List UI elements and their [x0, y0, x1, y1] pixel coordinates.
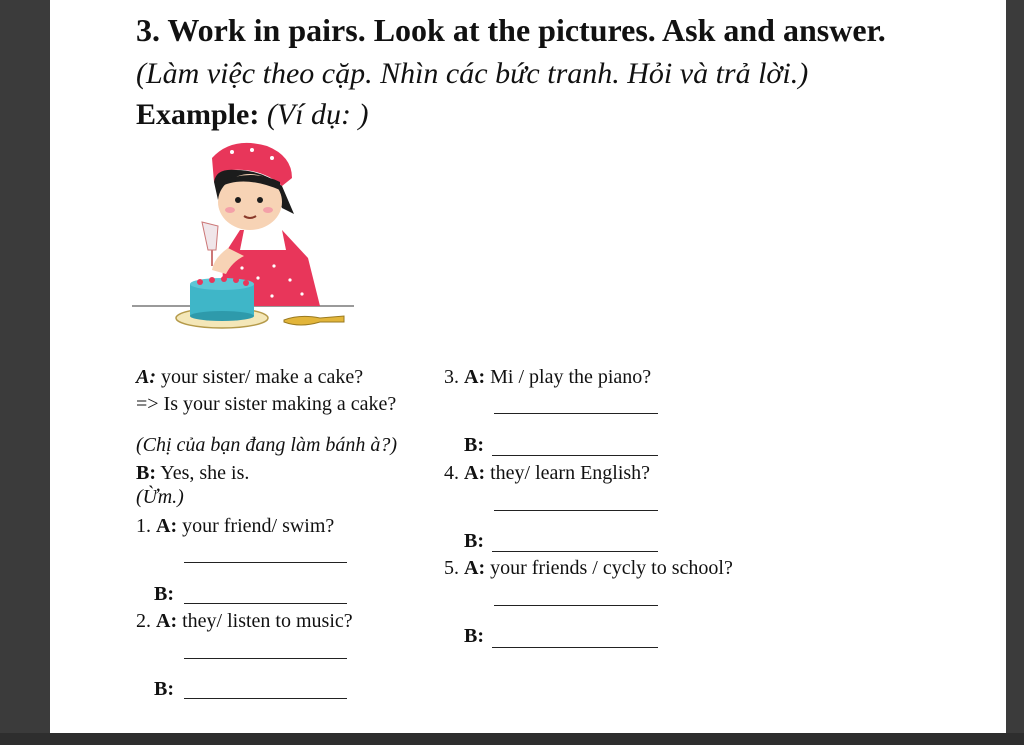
item-4-a-label: A:	[464, 462, 486, 484]
example-translation: (Ví dụ: )	[266, 98, 369, 131]
item-4-num: 4.	[444, 462, 459, 484]
example-heading	[136, 98, 368, 132]
viewer-left-frame	[0, 0, 50, 745]
item-1-a-label: A:	[156, 515, 178, 537]
girl-decorating-cake-icon	[132, 138, 354, 338]
item-3-num: 3.	[444, 366, 459, 388]
item-1-b-blank[interactable]	[184, 603, 347, 604]
document-page	[50, 0, 1006, 733]
item-2-b-label	[154, 678, 174, 701]
item-4-question	[444, 462, 650, 485]
item-2-a-label: A:	[156, 610, 178, 632]
item-4-text: they/ learn English?	[485, 462, 651, 484]
item-5-b-text: B:	[464, 625, 484, 647]
item-5-b-label	[464, 625, 484, 648]
item-3-answer-blank[interactable]	[494, 413, 658, 414]
example-answer: => Is your sister making a cake?	[136, 393, 397, 415]
item-5-a-label: A:	[464, 557, 486, 579]
item-4-b-label	[464, 530, 484, 553]
viewer-right-frame	[1006, 0, 1024, 745]
example-a-text: your sister/ make a cake?	[156, 366, 364, 388]
item-5-answer-blank[interactable]	[494, 605, 658, 606]
item-1-b-label	[154, 583, 174, 606]
item-4-b-text: B:	[464, 530, 484, 552]
item-3-text: Mi / play the piano?	[485, 366, 652, 388]
exercise-subtitle: (Làm việc theo cặp. Nhìn các bức tranh. Hỏi và trả lời.)	[136, 57, 809, 90]
example-question	[136, 366, 363, 389]
item-4-answer-blank[interactable]	[494, 510, 658, 511]
item-1-question	[136, 515, 334, 538]
viewer-bottom-bar	[0, 733, 1024, 745]
item-2-num: 2.	[136, 610, 151, 632]
item-1-b-text: B:	[154, 583, 174, 605]
example-b-translation: (Ừm.)	[136, 486, 184, 508]
item-1-answer-blank[interactable]	[184, 562, 347, 563]
example-b-text: Yes, she is.	[156, 462, 250, 484]
example-b-label: B:	[136, 462, 156, 484]
item-2-b-text: B:	[154, 678, 174, 700]
exercise-title: 3. Work in pairs. Look at the pictures. Ask and answer.	[136, 12, 886, 48]
example-label: Example:	[136, 98, 260, 131]
item-2-b-blank[interactable]	[184, 698, 347, 699]
item-3-question	[444, 366, 651, 389]
item-3-b-blank[interactable]	[492, 455, 658, 456]
item-5-num: 5.	[444, 557, 459, 579]
item-4-b-blank[interactable]	[492, 551, 658, 552]
item-3-b-text: B:	[464, 434, 484, 456]
item-5-b-blank[interactable]	[492, 647, 658, 648]
item-5-question	[444, 557, 733, 580]
item-3-b-label	[464, 434, 484, 457]
example-b-line	[136, 462, 249, 485]
item-3-a-label: A:	[464, 366, 486, 388]
example-translation-vn: (Chị của bạn đang làm bánh à?)	[136, 434, 398, 456]
item-2-question	[136, 610, 353, 633]
example-a-label: A:	[136, 366, 156, 388]
item-1-text: your friend/ swim?	[177, 515, 335, 537]
item-5-text: your friends / cycly to school?	[485, 557, 733, 579]
item-2-text: they/ listen to music?	[177, 610, 353, 632]
item-2-answer-blank[interactable]	[184, 658, 347, 659]
item-1-num: 1.	[136, 515, 151, 537]
